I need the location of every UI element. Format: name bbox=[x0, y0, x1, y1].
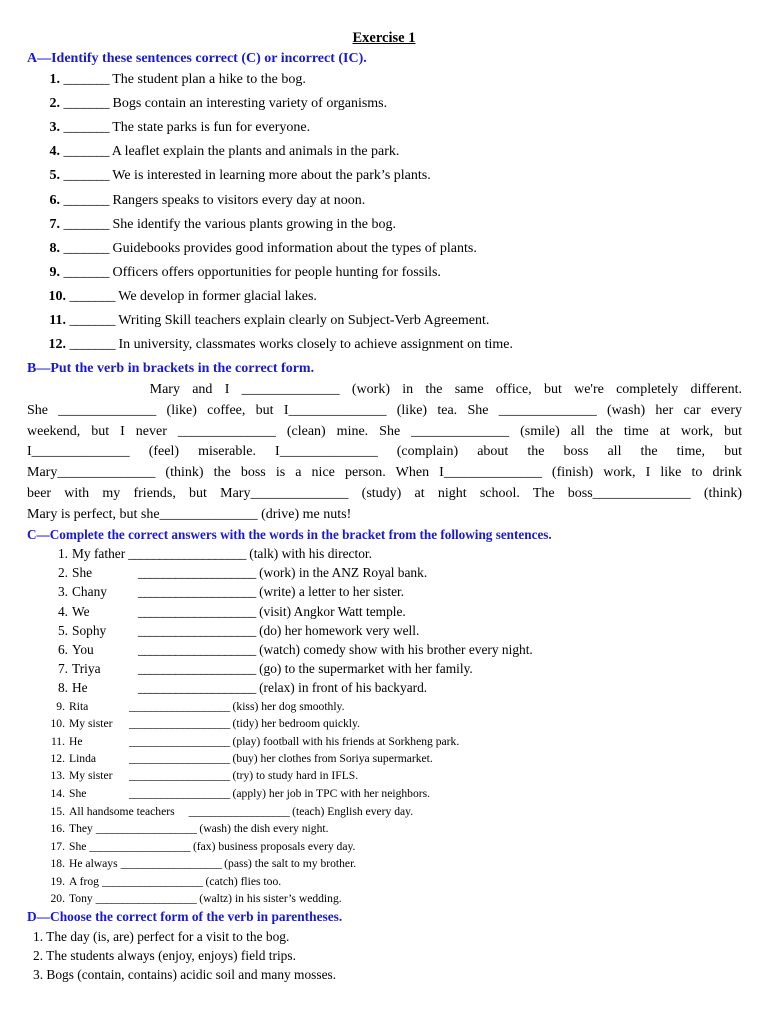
item-number: 12. bbox=[50, 752, 65, 765]
subject: She bbox=[72, 565, 93, 580]
answer-blank: ___________________ bbox=[129, 735, 230, 748]
subject: Chany bbox=[72, 584, 107, 599]
answer-blank: _______ bbox=[69, 313, 115, 328]
item-number: 13. bbox=[50, 769, 65, 782]
item-number: 5. bbox=[57, 623, 68, 638]
section-c-item bbox=[48, 787, 430, 800]
item-number: 10. bbox=[50, 717, 65, 730]
section-d-item: 2. The students always (enjoy, enjoys) field trips. bbox=[33, 948, 296, 963]
verb-prompt: (play) football with his friends at Sorkheng park. bbox=[232, 735, 460, 748]
answer-blank: ___________________ bbox=[138, 604, 256, 619]
answer-blank: ___________________ bbox=[129, 752, 230, 765]
section-c-item bbox=[48, 661, 473, 677]
section-c-item bbox=[48, 735, 459, 748]
section-c-item bbox=[48, 717, 360, 730]
section-a-item bbox=[44, 217, 396, 233]
sentence-text: We develop in former glacial lakes. bbox=[118, 288, 317, 304]
item-number: 2. bbox=[57, 565, 68, 580]
item-number: 6. bbox=[49, 192, 60, 208]
item-number: 18. bbox=[50, 857, 65, 870]
answer-blank: ___________________ bbox=[129, 700, 230, 713]
answer-blank: ___________________ bbox=[138, 661, 256, 676]
answer-blank: ___________________ bbox=[138, 623, 256, 638]
sentence-text: Rangers speaks to visitors every day at noon. bbox=[112, 192, 366, 208]
section-d-item: 3. Bogs (contain, contains) acidic soil and many mosses. bbox=[33, 967, 337, 982]
subject: All handsome teachers bbox=[69, 805, 175, 818]
verb-prompt: (visit) Angkor Watt temple. bbox=[259, 604, 406, 619]
answer-blank: _______ bbox=[69, 337, 115, 353]
subject: Sophy bbox=[72, 623, 107, 638]
item-number: 10. bbox=[48, 288, 66, 304]
paragraph-line: Mary and I ______________ (work) in the same office, but we're completely different. bbox=[27, 382, 742, 397]
item-number: 4. bbox=[57, 604, 68, 619]
answer-blank: ___________________ bbox=[120, 857, 222, 870]
item-number: 12. bbox=[48, 337, 66, 353]
item-number: 11. bbox=[50, 735, 65, 748]
verb-prompt: (pass) the salt to my brother. bbox=[224, 857, 357, 870]
answer-blank: _______ bbox=[63, 168, 109, 184]
item-number: 3. bbox=[57, 584, 68, 599]
answer-blank: ___________________ bbox=[101, 875, 203, 888]
verb-prompt: (teach) English every day. bbox=[292, 805, 414, 818]
verb-prompt: (tidy) her bedroom quickly. bbox=[232, 717, 360, 730]
sentence-text: In university, classmates works closely to achieve assignment on time. bbox=[118, 337, 514, 353]
sentence-text: The state parks is fun for everyone. bbox=[112, 120, 311, 136]
answer-blank: ___________________ bbox=[128, 546, 246, 561]
answer-blank: _______ bbox=[63, 216, 109, 232]
subject: Linda bbox=[69, 752, 97, 765]
section-c-item bbox=[48, 642, 533, 658]
item-number: 20. bbox=[50, 892, 65, 905]
section-c-item bbox=[48, 805, 413, 818]
subject: Tony bbox=[69, 892, 93, 905]
item-number: 7. bbox=[57, 661, 68, 676]
verb-prompt: (wash) the dish every night. bbox=[199, 822, 329, 835]
item-number: 1. bbox=[49, 72, 60, 87]
item-number: 16. bbox=[50, 822, 65, 835]
subject: She bbox=[69, 787, 87, 800]
answer-blank: ___________________ bbox=[138, 642, 256, 657]
sentence-text: We is interested in learning more about the park’s plants. bbox=[112, 168, 431, 184]
section-a-item bbox=[44, 337, 513, 353]
subject: A frog bbox=[69, 875, 99, 888]
paragraph-line: She ______________ (like) coffee, but I______________ (like) tea. She ______________ (wash) her car every bbox=[27, 402, 742, 418]
answer-blank: ___________________ bbox=[95, 892, 197, 905]
answer-blank: _______ bbox=[63, 120, 109, 136]
answer-blank: _______ bbox=[63, 72, 109, 87]
verb-prompt: (relax) in front of his backyard. bbox=[259, 680, 428, 695]
section-c-item bbox=[48, 604, 406, 620]
item-number: 8. bbox=[49, 240, 60, 256]
section-a-item bbox=[44, 265, 441, 281]
item-number: 8. bbox=[57, 680, 68, 695]
section-c-item bbox=[48, 892, 342, 905]
verb-prompt: (do) her homework very well. bbox=[259, 623, 420, 638]
section-c-item bbox=[48, 680, 427, 696]
paragraph-line: weekend, but I never ______________ (clean) mine. She ______________ (smile) all the time at work, but bbox=[27, 423, 742, 439]
item-number: 11. bbox=[49, 313, 66, 328]
section-c-item bbox=[48, 752, 433, 765]
item-number: 19. bbox=[50, 875, 65, 888]
item-number: 2. bbox=[49, 96, 60, 112]
section-c-item bbox=[48, 700, 345, 713]
section-a-item bbox=[44, 313, 489, 329]
verb-prompt: (kiss) her dog smoothly. bbox=[232, 700, 345, 713]
item-number: 7. bbox=[49, 216, 60, 232]
paragraph-line: Mary is perfect, but she______________ (drive) me nuts! bbox=[27, 506, 352, 522]
section-a-item bbox=[44, 193, 365, 209]
item-number: 4. bbox=[49, 144, 60, 160]
section-a-item bbox=[44, 289, 317, 305]
subject: She bbox=[69, 840, 87, 853]
exercise-title: Exercise 1 bbox=[352, 30, 416, 46]
section-c-item bbox=[48, 822, 329, 835]
item-number: 6. bbox=[57, 642, 68, 657]
paragraph-line: Mary______________ (think) the boss is a nice person. When I______________ (finish) work, I like to drink bbox=[27, 465, 742, 481]
subject: My father bbox=[72, 546, 126, 561]
answer-blank: ___________________ bbox=[129, 717, 230, 730]
section-a-item bbox=[44, 120, 310, 136]
section-a-item bbox=[44, 96, 387, 112]
section-a-item bbox=[44, 72, 306, 88]
sentence-text: The student plan a hike to the bog. bbox=[112, 72, 306, 87]
paragraph-line: I______________ (feel) miserable. I______________ (complain) about the boss all the time, but bbox=[27, 444, 742, 460]
section-c-item bbox=[48, 840, 355, 853]
item-number: 1. bbox=[57, 546, 68, 561]
subject: Triya bbox=[72, 661, 101, 676]
answer-blank: ___________________ bbox=[138, 584, 256, 599]
section-c-item bbox=[48, 546, 372, 562]
subject: My sister bbox=[69, 769, 113, 782]
sentence-text: Officers offers opportunities for people hunting for fossils. bbox=[112, 264, 441, 280]
answer-blank: _______ bbox=[63, 96, 109, 112]
section-b-heading: B—Put the verb in brackets in the correct form. bbox=[27, 361, 315, 376]
sentence-text: Bogs contain an interesting variety of organisms. bbox=[112, 96, 388, 112]
item-number: 5. bbox=[49, 168, 60, 184]
section-c-item bbox=[48, 769, 358, 782]
item-number: 9. bbox=[56, 700, 65, 713]
item-number: 17. bbox=[50, 840, 65, 853]
sentence-text: Writing Skill teachers explain clearly on Subject-Verb Agreement. bbox=[118, 313, 490, 328]
verb-prompt: (apply) her job in TPC with her neighbors. bbox=[232, 787, 431, 800]
answer-blank: ___________________ bbox=[95, 822, 197, 835]
subject: You bbox=[72, 642, 94, 657]
section-a-item bbox=[44, 168, 431, 184]
section-c-item bbox=[48, 875, 281, 888]
verb-prompt: (waltz) in his sister’s wedding. bbox=[199, 892, 342, 905]
section-c-item bbox=[48, 584, 404, 600]
item-number: 15. bbox=[50, 805, 65, 818]
subject: My sister bbox=[69, 717, 113, 730]
verb-prompt: (work) in the ANZ Royal bank. bbox=[259, 565, 428, 580]
answer-blank: _______ bbox=[63, 144, 109, 160]
verb-prompt: (buy) her clothes from Soriya supermarket. bbox=[232, 752, 433, 765]
section-d-item: 1. The day (is, are) perfect for a visit to the bog. bbox=[33, 929, 290, 944]
answer-blank: ___________________ bbox=[138, 565, 256, 580]
verb-prompt: (fax) business proposals every day. bbox=[192, 840, 356, 853]
item-number: 9. bbox=[49, 264, 60, 280]
paragraph-line: beer with my friends, but Mary______________ (study) at night school. The boss______________ (think) bbox=[27, 486, 742, 501]
answer-blank: ___________________ bbox=[188, 805, 290, 818]
section-a-item bbox=[44, 241, 477, 257]
verb-prompt: (try) to study hard in IFLS. bbox=[232, 769, 359, 782]
sentence-text: A leaflet explain the plants and animals in the park. bbox=[111, 144, 400, 160]
subject: He bbox=[72, 680, 88, 695]
section-a-item bbox=[44, 144, 399, 160]
verb-prompt: (write) a letter to her sister. bbox=[259, 584, 405, 599]
item-number: 3. bbox=[49, 120, 60, 136]
section-d-heading: D—Choose the correct form of the verb in parentheses. bbox=[27, 909, 343, 924]
answer-blank: ___________________ bbox=[138, 680, 256, 695]
section-a-heading: A—Identify these sentences correct (C) or incorrect (IC). bbox=[27, 51, 367, 66]
section-c-item bbox=[48, 565, 427, 581]
verb-prompt: (go) to the supermarket with her family. bbox=[259, 661, 473, 676]
section-c-item bbox=[48, 857, 356, 870]
subject: They bbox=[69, 822, 93, 835]
verb-prompt: (catch) flies too. bbox=[205, 875, 282, 888]
subject: Rita bbox=[69, 700, 89, 713]
verb-prompt: (watch) comedy show with his brother every night. bbox=[259, 642, 533, 657]
answer-blank: ___________________ bbox=[129, 769, 230, 782]
section-c-item bbox=[48, 623, 419, 639]
answer-blank: _______ bbox=[69, 288, 115, 304]
answer-blank: _______ bbox=[63, 240, 109, 256]
answer-blank: _______ bbox=[63, 192, 109, 208]
subject: He bbox=[69, 735, 83, 748]
subject: We bbox=[72, 604, 90, 619]
answer-blank: ___________________ bbox=[129, 787, 230, 800]
verb-prompt: (talk) with his director. bbox=[249, 546, 372, 561]
answer-blank: ___________________ bbox=[89, 840, 191, 853]
section-c-heading: C—Complete the correct answers with the words in the bracket from the following sentences. bbox=[27, 527, 552, 542]
sentence-text: Guidebooks provides good information about the types of plants. bbox=[112, 240, 477, 256]
answer-blank: _______ bbox=[63, 264, 109, 280]
sentence-text: She identify the various plants growing in the bog. bbox=[112, 216, 396, 232]
item-number: 14. bbox=[50, 787, 65, 800]
subject: He always bbox=[69, 857, 118, 870]
